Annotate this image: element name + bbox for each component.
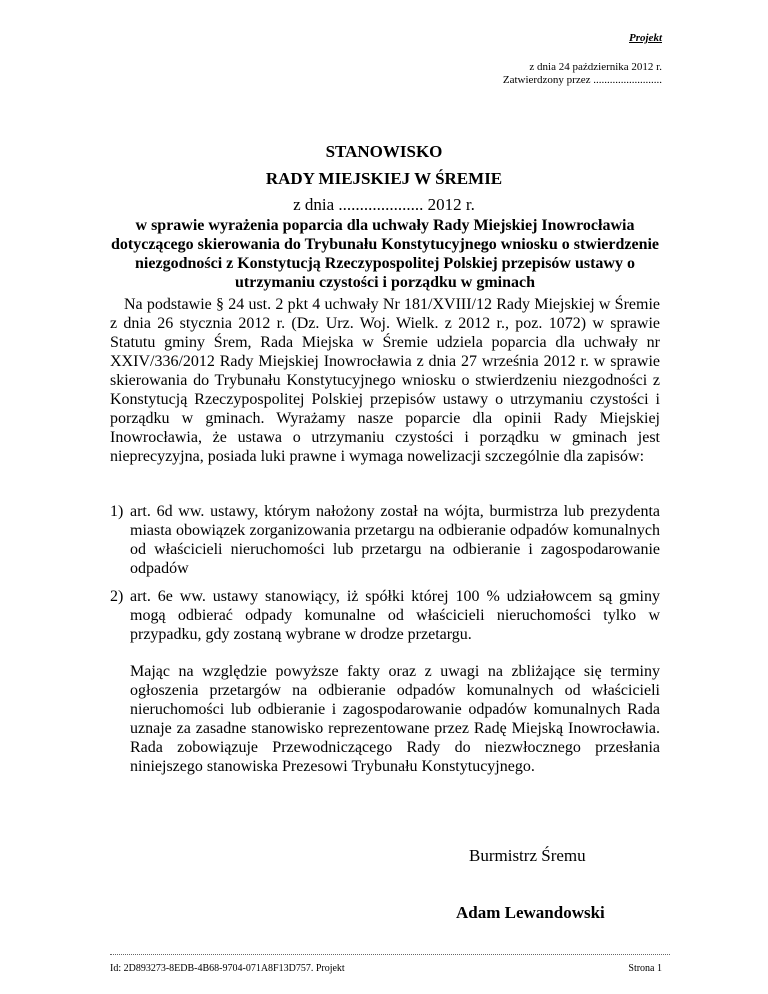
list-item-text: art. 6d ww. ustawy, którym nałożony został na wójta, burmistrza lub prezydenta miasta obowiązek zorganizowania przetargu na odbieranie odpadów komunalnych od właścicieli nieruchomości lub przetargu na odbieranie i zagospodarowanie odpadów <box>130 503 660 577</box>
list-item-number: 1) <box>110 503 124 520</box>
signature-name: Adam Lewandowski <box>456 903 605 922</box>
document-title: STANOWISKO <box>325 142 443 161</box>
list-item-number: 2) <box>110 588 124 605</box>
council-name: RADY MIEJSKIEJ W ŚREMIE <box>265 169 503 188</box>
footer-document-id: Id: 2D893273-8EDB-4B68-9704-071A8F13D757. Projekt <box>110 963 345 974</box>
approved-line: Zatwierdzony przez ......................... <box>502 74 662 86</box>
document-date: z dnia .................... 2012 r. <box>293 195 475 214</box>
list-item <box>110 587 660 644</box>
paragraph-legal-basis: Na podstawie § 24 ust. 2 pkt 4 uchwały Nr 181/XVIII/12 Rady Miejskiej w Śremie z dnia 26 stycznia 2012 r. (Dz. Urz. Woj. Wielk. z 2012 r., poz. 1072) w sprawie Statutu gminy Śrem, Rada Miejska w Śremie udziela poparcia dla uchwały nr XXIV/336/2012 Rady Miejskiej Inowrocławia z dnia 27 września 2012 r. w sprawie skierowania do Trybunału Konstytucyjnego wniosku o stwierdzeniu niezgodności z Konstytucją Rzeczypospolitej Polskiej przepisów ustawy o utrzymaniu czystości i porządku w gminach. Wyrażamy nasze poparcie dla opinii Rady Miejskiej Inowrocławia, że ustawa o utrzymaniu czystości i porządku w gminach jest nieprecyzyjna, posiada luki prawne i wymaga nowelizacji szczególnie dla zapisów: <box>110 296 660 465</box>
signature-role: Burmistrz Śremu <box>469 846 586 865</box>
document-meta <box>503 61 662 87</box>
list-item-text: art. 6e ww. ustawy stanowiący, iż spółki której 100 % udziałowcem są gminy mogą odbierać odpady komunalne od właścicieli nieruchomości tylko w przypadku, gdy zostaną wybrane w drodze przetargu. <box>130 588 660 643</box>
paragraph-conclusion: Mając na względzie powyższe fakty oraz z uwagi na zbliżające się terminy ogłoszenia przetargów na odbieranie odpadów komunalnych od właścicieli nieruchomości lub odbieranie i zagospodarowanie odpadów komunalnych Rada uznaje za zasadne stanowisko reprezentowane przez Radę Miejską Inowrocławia. Rada zobowiązuje Przewodniczącego Rady do niezwłocznego przesłania niniejszego stanowiska Prezesowi Trybunału Konstytucyjnego. <box>130 663 660 775</box>
projekt-label: Projekt <box>629 32 662 44</box>
footer-page-number: Strona 1 <box>628 963 662 974</box>
date-line: z dnia 24 października 2012 r. <box>529 61 662 73</box>
footer-divider <box>110 954 670 955</box>
provisions-list <box>110 502 660 653</box>
list-item <box>110 502 660 578</box>
document-subject: w sprawie wyrażenia poparcia dla uchwały Rady Miejskiej Inowrocławia dotyczącego skierowania do Trybunału Konstytucyjnego wniosku o stwierdzenie niezgodności z Konstytucją Rzeczypospolitej Polskiej przepisów ustawy o utrzymaniu czystości i porządku w gminach <box>110 217 660 291</box>
